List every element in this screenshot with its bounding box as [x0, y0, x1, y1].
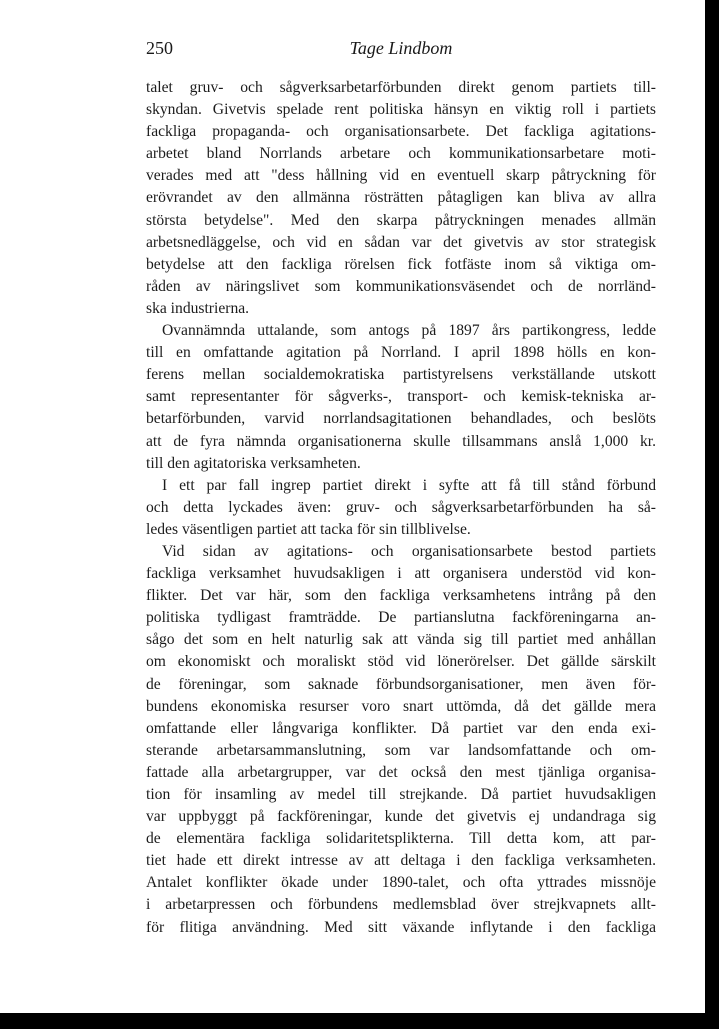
- text-line: verades med att "dess hållning vid en eventuell skarp påtryckning för: [146, 167, 656, 185]
- text-line: erövrandet av den allmänna rösträtten påtagligen kan bliva av allra: [146, 189, 656, 207]
- paragraph-1: [146, 77, 656, 320]
- text-line: till en omfattande agitation på Norrland. I april 1898 hölls en kon-: [146, 344, 656, 362]
- text-line: politiska tydligast framträdde. De partianslutna fackföreningarna an-: [146, 609, 656, 627]
- text-line: de föreningar, som saknade förbundsorganisationer, men även för-: [146, 675, 656, 693]
- text-line: betarförbunden, varvid norrlandsagitationen behandlades, och beslöts: [146, 410, 656, 428]
- paragraph-4: [146, 541, 656, 939]
- text-line: råden av näringslivet som kommunikationsväsendet och de norrländ-: [146, 277, 656, 295]
- paragraph-3: [146, 475, 656, 541]
- text-line: för flitiga användning. Med sitt växande inflytande i den fackliga: [146, 918, 656, 936]
- text-line: omfattande eller långvariga konflikter. Då partiet var den enda exi-: [146, 719, 656, 737]
- text-line: samt representanter för sågverks-, transport- och kemisk-tekniska ar-: [146, 388, 656, 406]
- text-line: sågo det som en helt naturlig sak att vända sig till partiet med anhållan: [146, 631, 656, 649]
- text-line: tiet hade ett direkt intresse av att deltaga i den fackliga verksamheten.: [146, 852, 656, 870]
- text-line: tion för insamling av medel till strejkande. Då partiet huvudsakligen: [146, 786, 656, 803]
- text-line: Vid sidan av agitations- och organisationsarbete bestod partiets: [162, 542, 656, 560]
- text-line: att de fyra nämnda organisationerna skulle tillsammans anslå 1,000 kr.: [146, 432, 656, 450]
- text-line: var uppbyggt på fackföreningar, kunde det givetvis ej undandraga sig: [146, 808, 656, 826]
- page-header: [146, 38, 656, 64]
- text-line: bundens ekonomiska resurser voro snart uttömda, då det gällde mera: [146, 697, 656, 715]
- text-line: största betydelse". Med den skarpa påtryckningen menades allmän: [146, 211, 656, 229]
- text-line: i arbetarpressen och förbundens medlemsblad över strejkvapnets allt-: [146, 896, 656, 914]
- text-line: ledes väsentligen partiet att tacka för sin tillblivelse.: [146, 520, 471, 538]
- text-line: arbetet bland Norrlands arbetare och kommunikationsarbetare moti-: [146, 145, 656, 163]
- page-number: 250: [146, 38, 173, 58]
- text-line: fackliga propaganda- och organisationsarbete. Det fackliga agitations-: [146, 123, 656, 141]
- text-line: Ovannämnda uttalande, som antogs på 1897 års partikongress, ledde: [162, 322, 656, 340]
- text-line: betydelse att den fackliga rörelsen fick fotfäste inom så viktiga om-: [146, 255, 656, 273]
- running-title: Tage Lindbom: [349, 38, 453, 58]
- text-line: skyndan. Givetvis spelade rent politiska hänsyn en viktig roll i partiets: [146, 101, 656, 119]
- body-text: [146, 77, 656, 939]
- text-line: talet gruv- och sågverksarbetarförbunden direkt genom partiets till-: [146, 79, 656, 96]
- text-line: de elementära fackliga solidaritetsplikterna. Till detta kom, att par-: [146, 830, 656, 848]
- text-line: ska industrierna.: [146, 299, 250, 317]
- text-line: och detta lyckades även: gruv- och sågverksarbetarförbunden ha så-: [146, 498, 656, 516]
- text-line: ferens mellan socialdemokratiska partistyrelsens verkställande utskott: [146, 366, 656, 384]
- text-line: sterande arbetarsammanslutning, som var landsomfattande och om-: [146, 741, 656, 759]
- text-line: om ekonomiskt och moraliskt stöd vid lönerörelser. Det gällde särskilt: [146, 653, 656, 671]
- text-line: fackliga verksamhet huvudsakligen i att organisera understöd vid kon-: [146, 565, 656, 583]
- paragraph-2: [146, 320, 656, 475]
- text-line: till den agitatoriska verksamheten.: [146, 454, 361, 472]
- text-line: arbetsnedläggelse, och vid en sådan var det givetvis av stor strategisk: [146, 233, 656, 251]
- text-line: flikter. Det var här, som den fackliga verksamhetens intrång på den: [146, 587, 656, 605]
- text-line: Antalet konflikter ökade under 1890-talet, och ofta yttrades missnöje: [146, 874, 656, 892]
- text-line: I ett par fall ingrep partiet direkt i syfte att få till stånd förbund: [162, 476, 656, 494]
- text-line: fattade alla arbetargrupper, var det också den mest tjänliga organisa-: [146, 763, 656, 781]
